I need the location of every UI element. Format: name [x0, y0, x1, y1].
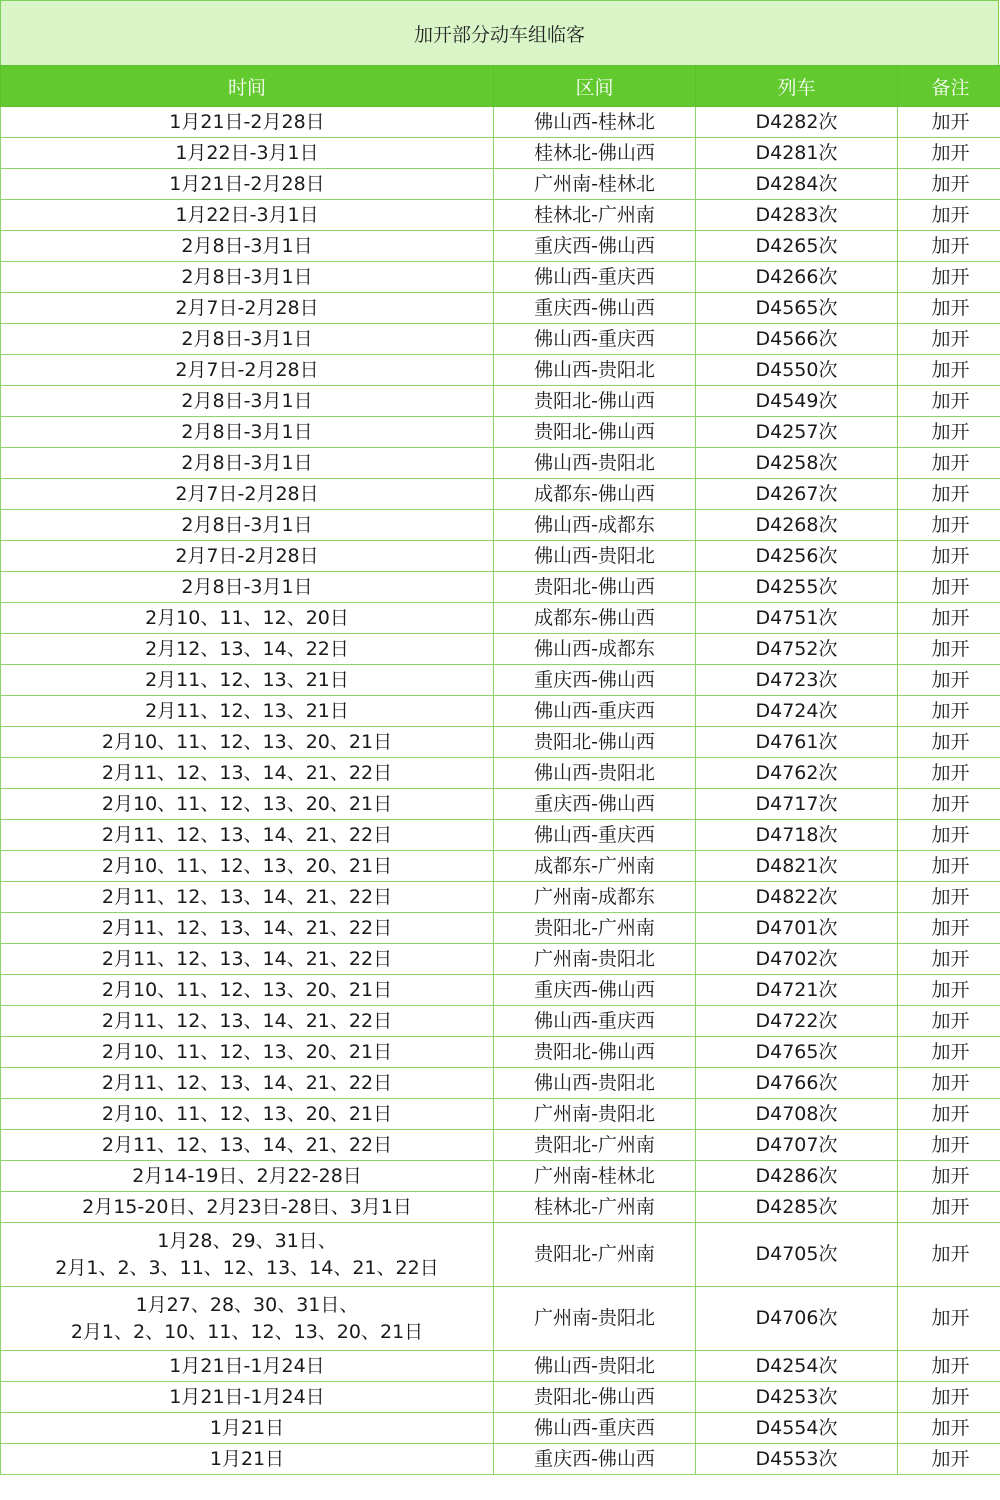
cell-note: 加开 [898, 1068, 1000, 1099]
cell-date-line: 1月21日-1月24日 [169, 1385, 325, 1408]
cell-route: 佛山西-贵阳北 [494, 1068, 696, 1099]
column-header-train: 列车 [696, 66, 898, 107]
cell-route: 佛山西-贵阳北 [494, 355, 696, 386]
cell-date [1, 1099, 494, 1130]
cell-date [1, 324, 494, 355]
cell-date-line: 2月10、11、12、13、20、21日 [101, 1040, 393, 1063]
cell-route: 桂林北-广州南 [494, 1192, 696, 1223]
cell-route: 佛山西-重庆西 [494, 696, 696, 727]
cell-note: 加开 [898, 1037, 1000, 1068]
column-header-route: 区间 [494, 66, 696, 107]
cell-note: 加开 [898, 696, 1000, 727]
cell-date-line: 2月14-19日、2月22-28日 [132, 1164, 362, 1187]
cell-note: 加开 [898, 1161, 1000, 1192]
cell-note: 加开 [898, 1223, 1000, 1287]
cell-date-line: 2月11、12、13、21日 [145, 668, 349, 691]
cell-date [1, 262, 494, 293]
cell-date-line: 2月1、2、10、11、12、13、20、21日 [70, 1320, 424, 1343]
cell-route: 成都东-佛山西 [494, 479, 696, 510]
cell-date [1, 1161, 494, 1192]
cell-date [1, 1037, 494, 1068]
cell-train: D4766次 [696, 1068, 898, 1099]
table-row [1, 1444, 1000, 1475]
cell-note: 加开 [898, 262, 1000, 293]
cell-train: D4257次 [696, 417, 898, 448]
cell-train: D4265次 [696, 231, 898, 262]
cell-date [1, 293, 494, 324]
cell-route: 佛山西-重庆西 [494, 1413, 696, 1444]
cell-date-line: 2月11、12、13、14、21、22日 [101, 1071, 393, 1094]
cell-date [1, 138, 494, 169]
cell-date [1, 1444, 494, 1475]
cell-note: 加开 [898, 324, 1000, 355]
cell-date [1, 107, 494, 138]
cell-train: D4821次 [696, 851, 898, 882]
cell-route: 成都东-佛山西 [494, 603, 696, 634]
cell-note: 加开 [898, 448, 1000, 479]
cell-date [1, 1006, 494, 1037]
cell-date [1, 975, 494, 1006]
cell-date-line: 1月28、29、31日、 [157, 1229, 337, 1252]
cell-date-line: 2月10、11、12、13、20、21日 [101, 1102, 393, 1125]
cell-train: D4718次 [696, 820, 898, 851]
table-row [1, 882, 1000, 913]
table-row [1, 1351, 1000, 1382]
cell-route: 广州南-贵阳北 [494, 944, 696, 975]
cell-note: 加开 [898, 820, 1000, 851]
column-header-date: 时间 [1, 66, 494, 107]
cell-date-line: 2月8日-3月1日 [181, 389, 313, 412]
cell-note: 加开 [898, 758, 1000, 789]
cell-route: 重庆西-佛山西 [494, 293, 696, 324]
cell-train: D4723次 [696, 665, 898, 696]
cell-date-line: 2月10、11、12、13、20、21日 [101, 730, 393, 753]
cell-train: D4722次 [696, 1006, 898, 1037]
table-row [1, 1382, 1000, 1413]
cell-train: D4761次 [696, 727, 898, 758]
cell-route: 贵阳北-佛山西 [494, 572, 696, 603]
cell-note: 加开 [898, 1444, 1000, 1475]
cell-date-line: 2月11、12、13、14、21、22日 [101, 885, 393, 908]
cell-note: 加开 [898, 1413, 1000, 1444]
cell-date [1, 1068, 494, 1099]
table-row [1, 758, 1000, 789]
cell-train: D4553次 [696, 1444, 898, 1475]
cell-note: 加开 [898, 851, 1000, 882]
cell-date-line: 2月12、13、14、22日 [145, 637, 349, 660]
table-row [1, 1161, 1000, 1192]
table-row [1, 1099, 1000, 1130]
cell-note: 加开 [898, 1351, 1000, 1382]
cell-train: D4566次 [696, 324, 898, 355]
cell-date-line: 2月7日-2月28日 [175, 296, 319, 319]
cell-date [1, 1413, 494, 1444]
cell-note: 加开 [898, 634, 1000, 665]
cell-date-line: 1月22日-3月1日 [175, 141, 319, 164]
cell-date-line: 2月1、2、3、11、12、13、14、21、22日 [55, 1256, 439, 1279]
cell-date-line: 2月10、11、12、13、20、21日 [101, 854, 393, 877]
table-row [1, 262, 1000, 293]
cell-note: 加开 [898, 355, 1000, 386]
table-row [1, 789, 1000, 820]
table-row [1, 1223, 1000, 1287]
cell-route: 贵阳北-佛山西 [494, 1382, 696, 1413]
cell-route: 贵阳北-广州南 [494, 913, 696, 944]
cell-date-line: 2月10、11、12、13、20、21日 [101, 792, 393, 815]
cell-note: 加开 [898, 975, 1000, 1006]
table-row [1, 541, 1000, 572]
cell-date [1, 1192, 494, 1223]
cell-route: 佛山西-成都东 [494, 634, 696, 665]
cell-date [1, 603, 494, 634]
cell-train: D4706次 [696, 1287, 898, 1351]
cell-note: 加开 [898, 200, 1000, 231]
cell-date [1, 1223, 494, 1287]
cell-note: 加开 [898, 789, 1000, 820]
table-row [1, 417, 1000, 448]
cell-date [1, 572, 494, 603]
cell-note: 加开 [898, 107, 1000, 138]
cell-train: D4268次 [696, 510, 898, 541]
cell-note: 加开 [898, 1130, 1000, 1161]
cell-note: 加开 [898, 1006, 1000, 1037]
cell-train: D4701次 [696, 913, 898, 944]
cell-date [1, 727, 494, 758]
table-row [1, 386, 1000, 417]
cell-train: D4751次 [696, 603, 898, 634]
cell-note: 加开 [898, 510, 1000, 541]
table-row [1, 324, 1000, 355]
cell-route: 佛山西-成都东 [494, 510, 696, 541]
cell-train: D4702次 [696, 944, 898, 975]
table-row [1, 1287, 1000, 1351]
cell-train: D4550次 [696, 355, 898, 386]
cell-date [1, 665, 494, 696]
cell-route: 广州南-贵阳北 [494, 1287, 696, 1351]
cell-date-line: 2月11、12、13、14、21、22日 [101, 916, 393, 939]
table-row [1, 634, 1000, 665]
cell-note: 加开 [898, 138, 1000, 169]
cell-train: D4281次 [696, 138, 898, 169]
cell-date-line: 2月8日-3月1日 [181, 234, 313, 257]
table-row [1, 913, 1000, 944]
cell-date [1, 1130, 494, 1161]
cell-route: 重庆西-佛山西 [494, 231, 696, 262]
cell-date-line: 2月11、12、13、21日 [145, 699, 349, 722]
cell-date-line: 2月8日-3月1日 [181, 513, 313, 536]
cell-date [1, 1382, 494, 1413]
cell-route: 佛山西-桂林北 [494, 107, 696, 138]
cell-train: D4286次 [696, 1161, 898, 1192]
cell-train: D4283次 [696, 200, 898, 231]
cell-train: D4549次 [696, 386, 898, 417]
cell-route: 佛山西-贵阳北 [494, 541, 696, 572]
table-row [1, 200, 1000, 231]
table-title: 加开部分动车组临客 [0, 0, 999, 65]
cell-route: 桂林北-广州南 [494, 200, 696, 231]
table-row [1, 1192, 1000, 1223]
table-row [1, 479, 1000, 510]
cell-train: D4705次 [696, 1223, 898, 1287]
table-row [1, 696, 1000, 727]
cell-date-line: 2月8日-3月1日 [181, 420, 313, 443]
cell-note: 加开 [898, 1287, 1000, 1351]
cell-date-line: 1月21日 [209, 1447, 285, 1470]
cell-note: 加开 [898, 541, 1000, 572]
header-row [1, 66, 1000, 107]
cell-date-line: 2月8日-3月1日 [181, 265, 313, 288]
cell-note: 加开 [898, 603, 1000, 634]
cell-note: 加开 [898, 231, 1000, 262]
cell-route: 成都东-广州南 [494, 851, 696, 882]
cell-note: 加开 [898, 1099, 1000, 1130]
cell-date-line: 2月15-20日、2月23日-28日、3月1日 [82, 1195, 412, 1218]
cell-train: D4282次 [696, 107, 898, 138]
cell-date-line: 2月7日-2月28日 [175, 482, 319, 505]
cell-route: 重庆西-佛山西 [494, 665, 696, 696]
cell-train: D4285次 [696, 1192, 898, 1223]
cell-date [1, 944, 494, 975]
cell-note: 加开 [898, 913, 1000, 944]
cell-date [1, 479, 494, 510]
cell-train: D4762次 [696, 758, 898, 789]
cell-train: D4266次 [696, 262, 898, 293]
cell-date [1, 541, 494, 572]
cell-route: 重庆西-佛山西 [494, 1444, 696, 1475]
cell-train: D4255次 [696, 572, 898, 603]
cell-date [1, 634, 494, 665]
table-row [1, 293, 1000, 324]
cell-route: 桂林北-佛山西 [494, 138, 696, 169]
cell-route: 贵阳北-佛山西 [494, 1037, 696, 1068]
cell-date-line: 2月8日-3月1日 [181, 451, 313, 474]
cell-train: D4284次 [696, 169, 898, 200]
cell-date-line: 2月11、12、13、14、21、22日 [101, 823, 393, 846]
cell-note: 加开 [898, 1192, 1000, 1223]
cell-date-line: 1月21日-2月28日 [169, 110, 325, 133]
cell-train: D4765次 [696, 1037, 898, 1068]
table-row [1, 355, 1000, 386]
table-row [1, 1037, 1000, 1068]
cell-date [1, 231, 494, 262]
cell-route: 重庆西-佛山西 [494, 789, 696, 820]
table-row [1, 448, 1000, 479]
cell-route: 贵阳北-广州南 [494, 1223, 696, 1287]
cell-date-line: 2月11、12、13、14、21、22日 [101, 947, 393, 970]
table-row [1, 1130, 1000, 1161]
cell-note: 加开 [898, 572, 1000, 603]
cell-date-line: 2月7日-2月28日 [175, 358, 319, 381]
cell-route: 贵阳北-广州南 [494, 1130, 696, 1161]
table-row [1, 231, 1000, 262]
cell-date-line: 2月8日-3月1日 [181, 327, 313, 350]
cell-date [1, 820, 494, 851]
cell-date-line: 2月11、12、13、14、21、22日 [101, 1133, 393, 1156]
cell-date-line: 1月27、28、30、31日、 [135, 1293, 359, 1316]
cell-date [1, 882, 494, 913]
cell-train: D4254次 [696, 1351, 898, 1382]
cell-date-line: 2月11、12、13、14、21、22日 [101, 1009, 393, 1032]
cell-date [1, 355, 494, 386]
table-body [1, 107, 1000, 1475]
cell-date [1, 417, 494, 448]
table-row [1, 975, 1000, 1006]
cell-route: 重庆西-佛山西 [494, 975, 696, 1006]
cell-train: D4253次 [696, 1382, 898, 1413]
cell-date [1, 758, 494, 789]
cell-date-line: 1月21日-1月24日 [169, 1354, 325, 1377]
table-row [1, 138, 1000, 169]
cell-note: 加开 [898, 386, 1000, 417]
cell-note: 加开 [898, 727, 1000, 758]
table-row [1, 510, 1000, 541]
cell-note: 加开 [898, 882, 1000, 913]
cell-train: D4707次 [696, 1130, 898, 1161]
cell-route: 广州南-贵阳北 [494, 1099, 696, 1130]
cell-train: D4554次 [696, 1413, 898, 1444]
cell-route: 佛山西-贵阳北 [494, 448, 696, 479]
table-row [1, 1068, 1000, 1099]
cell-train: D4708次 [696, 1099, 898, 1130]
cell-route: 广州南-成都东 [494, 882, 696, 913]
cell-train: D4721次 [696, 975, 898, 1006]
cell-date [1, 696, 494, 727]
cell-route: 佛山西-重庆西 [494, 324, 696, 355]
cell-train: D4267次 [696, 479, 898, 510]
cell-date [1, 200, 494, 231]
table-row [1, 169, 1000, 200]
table-row [1, 1006, 1000, 1037]
cell-date-line: 1月22日-3月1日 [175, 203, 319, 226]
cell-train: D4565次 [696, 293, 898, 324]
cell-date-line: 2月11、12、13、14、21、22日 [101, 761, 393, 784]
cell-date [1, 851, 494, 882]
cell-route: 佛山西-贵阳北 [494, 758, 696, 789]
cell-date-line: 2月10、11、12、20日 [145, 606, 349, 629]
cell-note: 加开 [898, 293, 1000, 324]
cell-train: D4822次 [696, 882, 898, 913]
cell-route: 佛山西-贵阳北 [494, 1351, 696, 1382]
cell-date [1, 1287, 494, 1351]
cell-note: 加开 [898, 169, 1000, 200]
cell-train: D4717次 [696, 789, 898, 820]
table-row [1, 665, 1000, 696]
table-row [1, 944, 1000, 975]
cell-date [1, 510, 494, 541]
cell-train: D4256次 [696, 541, 898, 572]
cell-date-line: 1月21日-2月28日 [169, 172, 325, 195]
table-row [1, 572, 1000, 603]
cell-train: D4752次 [696, 634, 898, 665]
cell-date-line: 2月7日-2月28日 [175, 544, 319, 567]
cell-date-line: 1月21日 [209, 1416, 285, 1439]
cell-date [1, 386, 494, 417]
cell-note: 加开 [898, 944, 1000, 975]
table-row [1, 851, 1000, 882]
table-row [1, 603, 1000, 634]
cell-note: 加开 [898, 1382, 1000, 1413]
table-row [1, 107, 1000, 138]
column-header-note: 备注 [898, 66, 1000, 107]
cell-note: 加开 [898, 479, 1000, 510]
cell-route: 广州南-桂林北 [494, 169, 696, 200]
cell-route: 佛山西-重庆西 [494, 820, 696, 851]
cell-route: 佛山西-重庆西 [494, 1006, 696, 1037]
cell-note: 加开 [898, 417, 1000, 448]
cell-date [1, 448, 494, 479]
cell-train: D4724次 [696, 696, 898, 727]
cell-date [1, 169, 494, 200]
cell-note: 加开 [898, 665, 1000, 696]
cell-route: 贵阳北-佛山西 [494, 727, 696, 758]
cell-date [1, 1351, 494, 1382]
cell-train: D4258次 [696, 448, 898, 479]
cell-route: 佛山西-重庆西 [494, 262, 696, 293]
cell-date-line: 2月10、11、12、13、20、21日 [101, 978, 393, 1001]
table-row [1, 727, 1000, 758]
cell-date [1, 913, 494, 944]
cell-route: 广州南-桂林北 [494, 1161, 696, 1192]
train-schedule-table [0, 65, 1000, 1475]
cell-date [1, 789, 494, 820]
table-row [1, 820, 1000, 851]
cell-route: 贵阳北-佛山西 [494, 386, 696, 417]
cell-route: 贵阳北-佛山西 [494, 417, 696, 448]
cell-date-line: 2月8日-3月1日 [181, 575, 313, 598]
table-row [1, 1413, 1000, 1444]
